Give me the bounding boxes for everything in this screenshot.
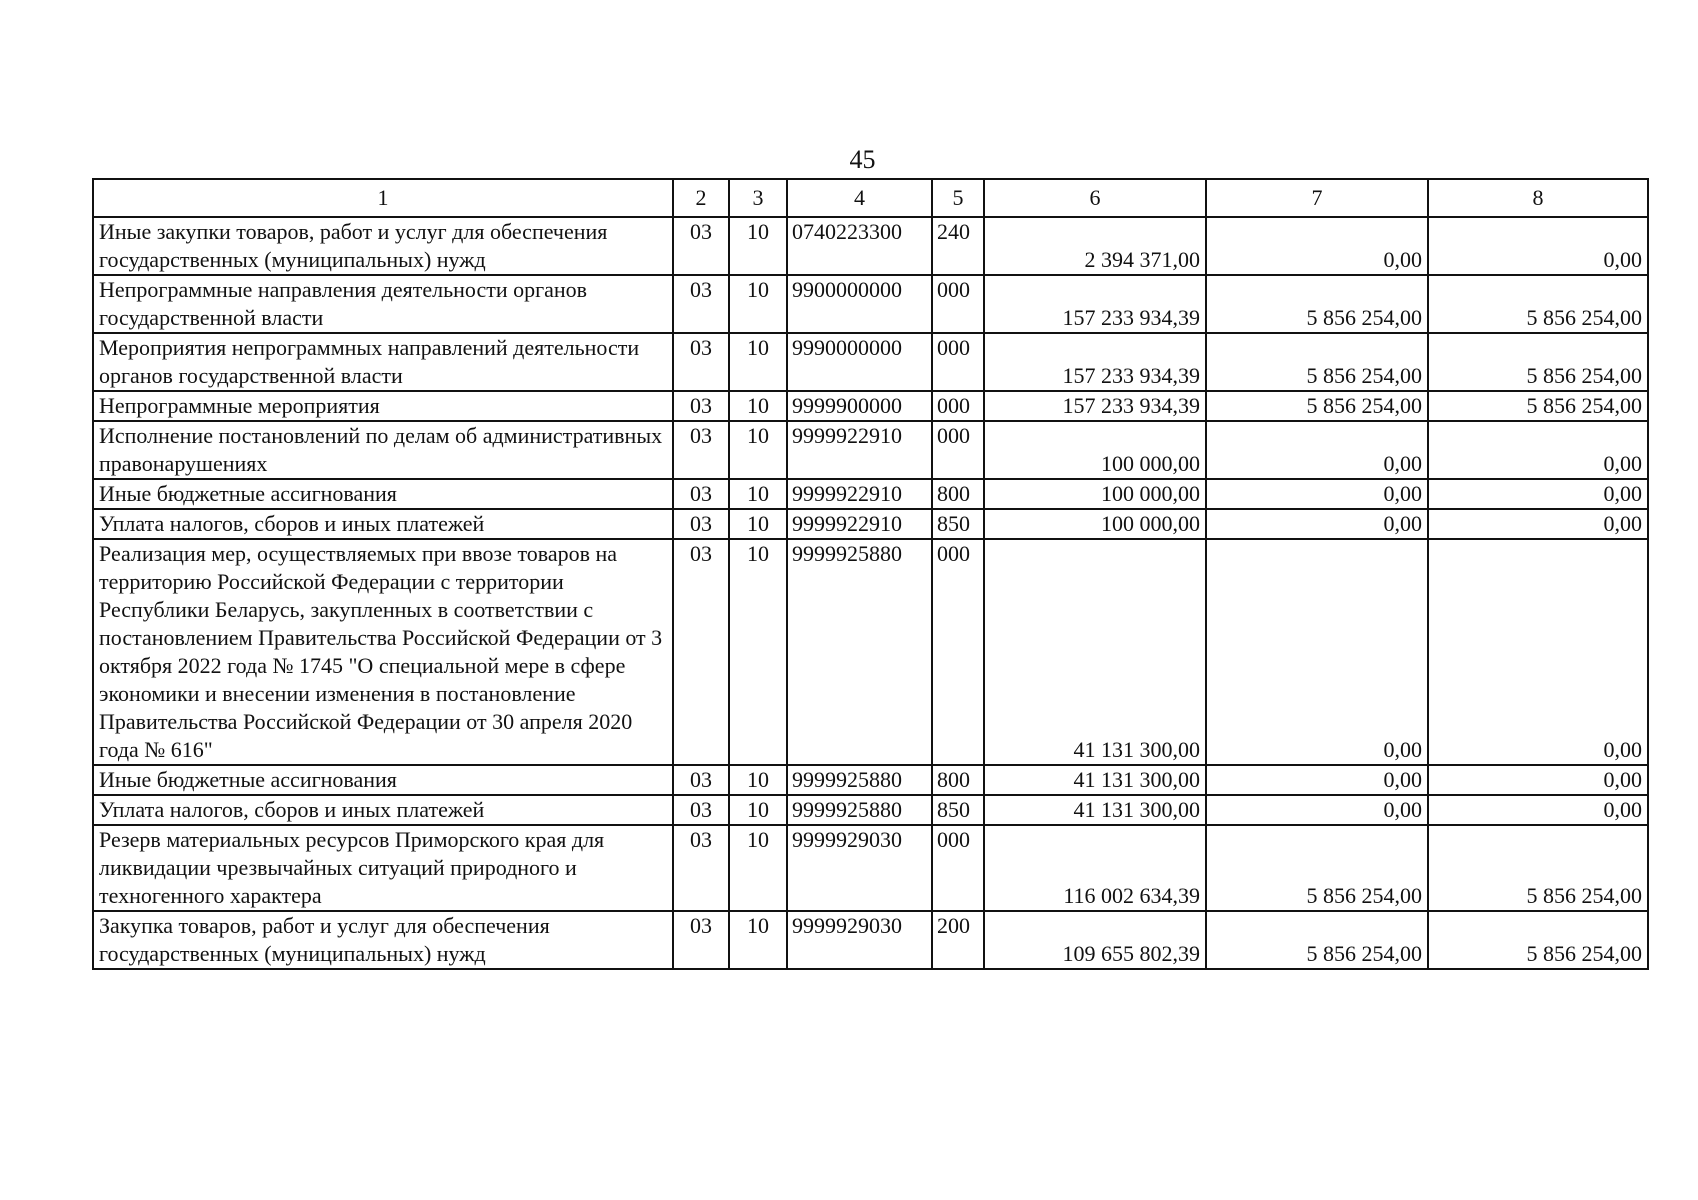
amount-col-8: 5 856 254,00: [1428, 333, 1648, 391]
amount-col-8: 5 856 254,00: [1428, 911, 1648, 969]
expense-type-code: 000: [932, 391, 984, 421]
table-row: [93, 391, 1648, 421]
table-row: [93, 825, 1648, 911]
item-name: Закупка товаров, работ и услуг для обеспечения государственных (муниципальных) нужд: [93, 911, 673, 969]
amount-col-8: 0,00: [1428, 765, 1648, 795]
target-article-code: 9999925880: [787, 539, 932, 765]
expense-type-code: 000: [932, 825, 984, 911]
amount-col-6: 157 233 934,39: [984, 391, 1206, 421]
section-code: 03: [673, 421, 729, 479]
amount-col-7: 0,00: [1206, 421, 1428, 479]
target-article-code: 9999922910: [787, 421, 932, 479]
amount-col-7: 5 856 254,00: [1206, 825, 1428, 911]
item-name: Иные бюджетные ассигнования: [93, 765, 673, 795]
section-code: 03: [673, 509, 729, 539]
amount-col-6: 100 000,00: [984, 479, 1206, 509]
amount-col-7: 0,00: [1206, 479, 1428, 509]
table-row: [93, 795, 1648, 825]
section-code: 03: [673, 391, 729, 421]
amount-col-8: 0,00: [1428, 795, 1648, 825]
section-code: 03: [673, 795, 729, 825]
expense-type-code: 800: [932, 479, 984, 509]
table-row: [93, 421, 1648, 479]
table-row: [93, 275, 1648, 333]
item-name: Непрограммные мероприятия: [93, 391, 673, 421]
target-article-code: 9999929030: [787, 825, 932, 911]
subsection-code: 10: [729, 765, 787, 795]
subsection-code: 10: [729, 217, 787, 275]
header-cell: 2: [673, 179, 729, 217]
section-code: 03: [673, 911, 729, 969]
header-cell: 8: [1428, 179, 1648, 217]
item-name: Резерв материальных ресурсов Приморского края для ликвидации чрезвычайных ситуаций природного и техногенного характера: [93, 825, 673, 911]
header-cell: 7: [1206, 179, 1428, 217]
table-row: [93, 765, 1648, 795]
target-article-code: 0740223300: [787, 217, 932, 275]
target-article-code: 9990000000: [787, 333, 932, 391]
table-row: [93, 539, 1648, 765]
item-name: Уплата налогов, сборов и иных платежей: [93, 795, 673, 825]
amount-col-6: 41 131 300,00: [984, 765, 1206, 795]
amount-col-6: 2 394 371,00: [984, 217, 1206, 275]
header-row: [93, 179, 1648, 217]
amount-col-6: 157 233 934,39: [984, 333, 1206, 391]
header-cell: 4: [787, 179, 932, 217]
table-row: [93, 333, 1648, 391]
target-article-code: 9999925880: [787, 795, 932, 825]
item-name: Непрограммные направления деятельности органов государственной власти: [93, 275, 673, 333]
section-code: 03: [673, 275, 729, 333]
amount-col-7: 5 856 254,00: [1206, 275, 1428, 333]
amount-col-7: 0,00: [1206, 509, 1428, 539]
amount-col-8: 0,00: [1428, 217, 1648, 275]
amount-col-7: 5 856 254,00: [1206, 391, 1428, 421]
section-code: 03: [673, 539, 729, 765]
amount-col-8: 0,00: [1428, 509, 1648, 539]
item-name: Исполнение постановлений по делам об административных правонарушениях: [93, 421, 673, 479]
header-cell: 3: [729, 179, 787, 217]
section-code: 03: [673, 479, 729, 509]
table-row: [93, 479, 1648, 509]
table-row: [93, 509, 1648, 539]
expense-type-code: 800: [932, 765, 984, 795]
subsection-code: 10: [729, 275, 787, 333]
amount-col-8: 5 856 254,00: [1428, 825, 1648, 911]
amount-col-6: 100 000,00: [984, 509, 1206, 539]
subsection-code: 10: [729, 825, 787, 911]
table-row: [93, 911, 1648, 969]
amount-col-7: 0,00: [1206, 795, 1428, 825]
target-article-code: 9999922910: [787, 479, 932, 509]
expense-type-code: 850: [932, 509, 984, 539]
subsection-code: 10: [729, 333, 787, 391]
page-number: 45: [849, 145, 876, 174]
amount-col-8: 0,00: [1428, 539, 1648, 765]
amount-col-8: 5 856 254,00: [1428, 391, 1648, 421]
amount-col-6: 41 131 300,00: [984, 539, 1206, 765]
target-article-code: 9999922910: [787, 509, 932, 539]
amount-col-6: 116 002 634,39: [984, 825, 1206, 911]
section-code: 03: [673, 217, 729, 275]
subsection-code: 10: [729, 421, 787, 479]
item-name: Реализация мер, осуществляемых при ввозе товаров на территорию Российской Федерации с территории Республики Беларусь, закупленных в соответствии с постановлением Правительства Российской Федерации от 3 октября 2022 года № 1745 "О специальной мере в сфере экономики и внесении изменения в постановление Правительства Российской Федерации от 30 апреля 2020 года № 616": [93, 539, 673, 765]
expense-type-code: 000: [932, 275, 984, 333]
amount-col-7: 0,00: [1206, 217, 1428, 275]
table-row: [93, 217, 1648, 275]
amount-col-8: 0,00: [1428, 421, 1648, 479]
section-code: 03: [673, 333, 729, 391]
subsection-code: 10: [729, 539, 787, 765]
amount-col-6: 157 233 934,39: [984, 275, 1206, 333]
target-article-code: 9900000000: [787, 275, 932, 333]
subsection-code: 10: [729, 509, 787, 539]
amount-col-7: 0,00: [1206, 765, 1428, 795]
target-article-code: 9999929030: [787, 911, 932, 969]
amount-col-6: 41 131 300,00: [984, 795, 1206, 825]
expense-type-code: 200: [932, 911, 984, 969]
item-name: Уплата налогов, сборов и иных платежей: [93, 509, 673, 539]
subsection-code: 10: [729, 795, 787, 825]
budget-table: [92, 178, 1649, 970]
header-cell: 6: [984, 179, 1206, 217]
item-name: Мероприятия непрограммных направлений деятельности органов государственной власти: [93, 333, 673, 391]
amount-col-8: 0,00: [1428, 479, 1648, 509]
amount-col-6: 109 655 802,39: [984, 911, 1206, 969]
header-cell: 5: [932, 179, 984, 217]
subsection-code: 10: [729, 911, 787, 969]
expense-type-code: 240: [932, 217, 984, 275]
item-name: Иные закупки товаров, работ и услуг для обеспечения государственных (муниципальных) нужд: [93, 217, 673, 275]
section-code: 03: [673, 765, 729, 795]
target-article-code: 9999900000: [787, 391, 932, 421]
amount-col-6: 100 000,00: [984, 421, 1206, 479]
expense-type-code: 000: [932, 421, 984, 479]
target-article-code: 9999925880: [787, 765, 932, 795]
amount-col-7: 0,00: [1206, 539, 1428, 765]
amount-col-7: 5 856 254,00: [1206, 333, 1428, 391]
amount-col-7: 5 856 254,00: [1206, 911, 1428, 969]
subsection-code: 10: [729, 391, 787, 421]
expense-type-code: 850: [932, 795, 984, 825]
header-cell: 1: [93, 179, 673, 217]
amount-col-8: 5 856 254,00: [1428, 275, 1648, 333]
subsection-code: 10: [729, 479, 787, 509]
expense-type-code: 000: [932, 333, 984, 391]
item-name: Иные бюджетные ассигнования: [93, 479, 673, 509]
section-code: 03: [673, 825, 729, 911]
expense-type-code: 000: [932, 539, 984, 765]
